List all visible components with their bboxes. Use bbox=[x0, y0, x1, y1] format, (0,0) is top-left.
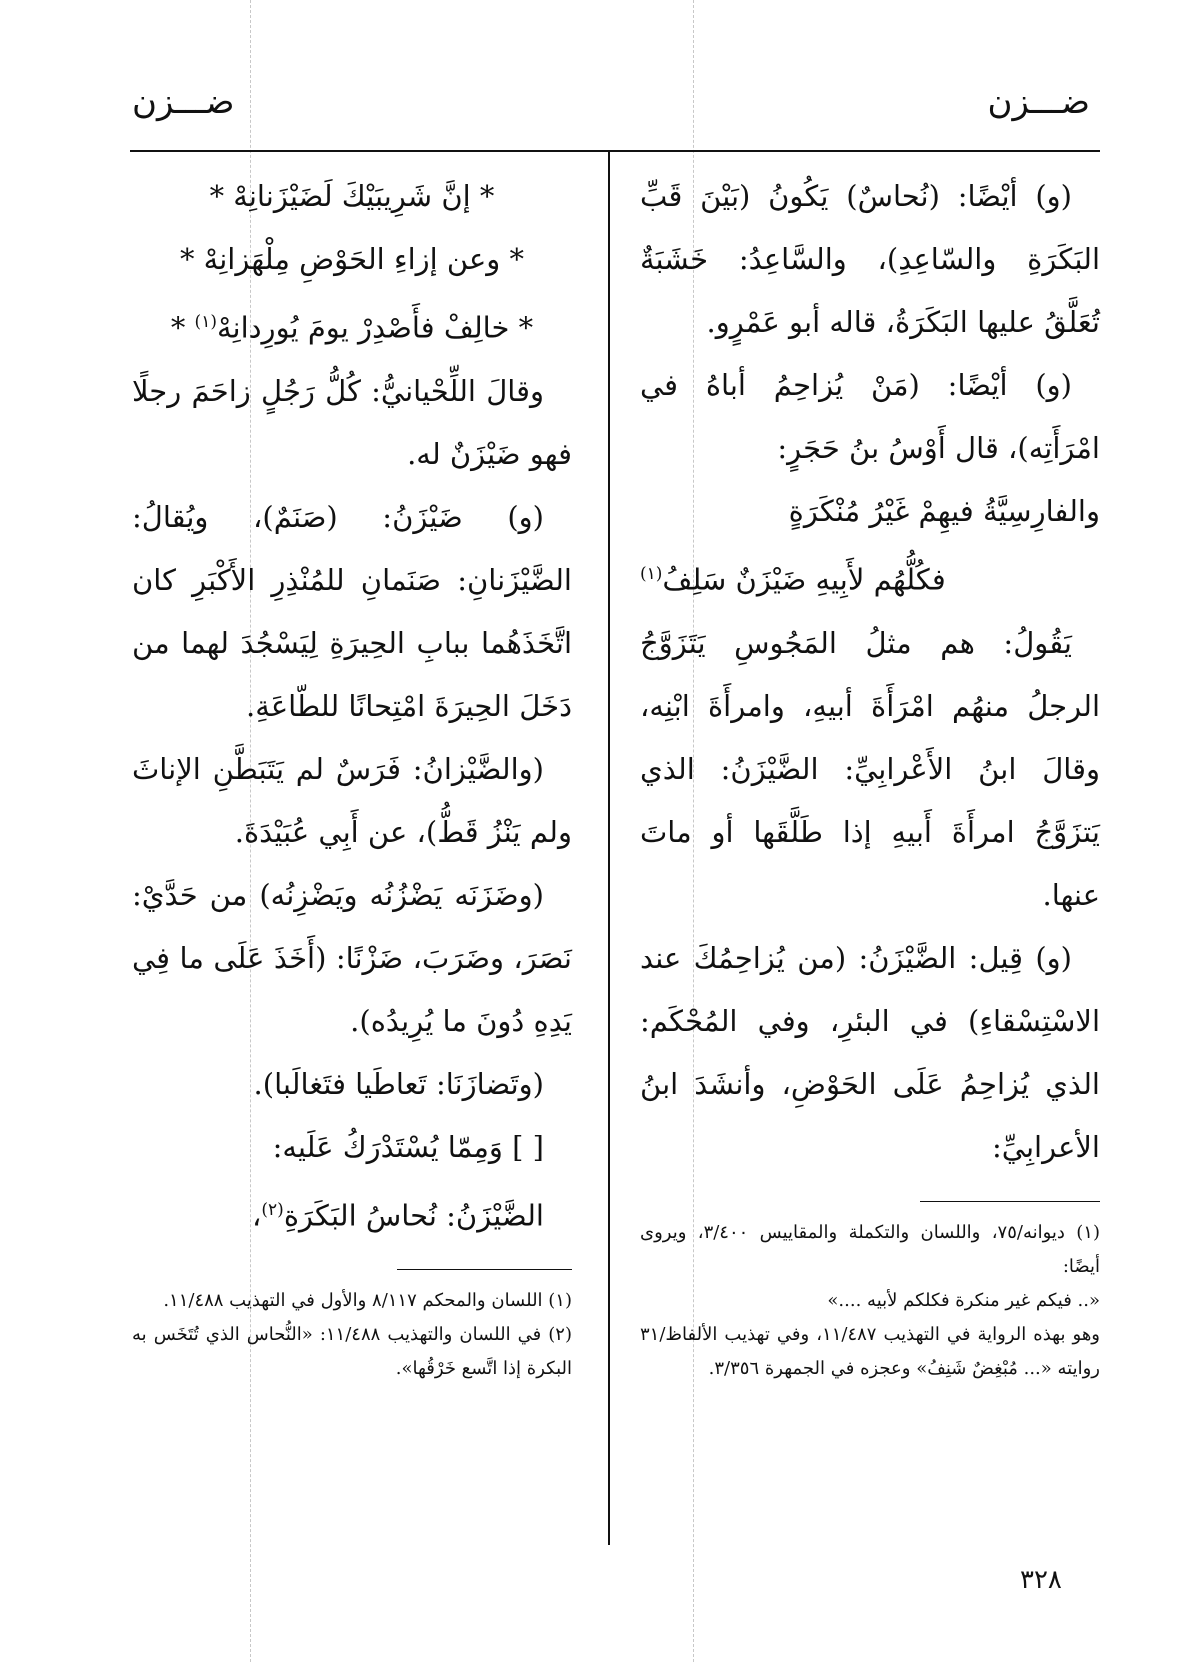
punctuation: ، bbox=[252, 1198, 262, 1233]
paragraph: [ ] وَمِمّا يُسْتَدْرَكُ عَلَيه: bbox=[272, 1129, 544, 1164]
page-number: ٣٢٨ bbox=[1020, 1565, 1062, 1595]
footnote-rule bbox=[397, 1269, 572, 1270]
column-divider bbox=[608, 150, 610, 1545]
paragraph: (وتَضازَنَا: تَعاطَيا فتَغالَبا). bbox=[253, 1066, 544, 1101]
paragraph: (والضَّيْزانُ: فَرَسٌ لم يَتَبَطَّنِ الإناثَ ولم يَنْزُ قَطُّ)، عن أَبِي عُبَيْدَةَ. bbox=[132, 751, 572, 849]
paragraph: يَقُولُ: هم مثلُ المَجُوسِ يَتَزَوَّجُ الرجلُ منهُم امْرَأَةَ أبيهِ، وامرأَةَ ابْنِه، وقالَ ابنُ الأَعْرابِيِّ: الضَّيْزَنُ: الذي يَتزَوَّجُ امرأَةَ أَبيهِ إذا طَلَّقَها أو ماتَ عنها. bbox=[640, 625, 1100, 912]
footnote-marker: (١) bbox=[194, 312, 217, 332]
running-header-right: ضـــزن bbox=[987, 82, 1090, 122]
verse-end-mark: * bbox=[170, 310, 186, 345]
paragraph: وقالَ اللِّحْيانيُّ: كُلُّ رَجُلٍ زاحَمَ رجلًا فهو ضَيْزَنٌ له. bbox=[132, 373, 572, 471]
paragraph: (و) قِيل: الضَّيْزَنُ: (من يُزاحِمُكَ عند الاسْتِسْقاءِ) في البئرِ، وفي المُحْكَم: الذي يُزاحِمُ عَلَى الحَوْضِ، وأنشَدَ ابنُ الأعرابِيِّ: bbox=[640, 940, 1100, 1164]
verse-line: * إنَّ شَرِيبَيْكَ لَضَيْزَنانِهْ * bbox=[209, 179, 495, 213]
verse-line: * خالِفْ فأَصْدِرْ يومَ يُورِدانِهْ bbox=[216, 310, 534, 345]
paragraph: (و) ضَيْزَنُ: (صَنَمٌ)، ويُقالُ: الضَّيْزَنانِ: صَنَمانِ للمُنْذِرِ الأَكْبَرِ كان اتَّخَذَهُما ببابِ الحِيرَةِ لِيَسْجُدَ لهما من دَخَلَ الحِيرَةَ امْتِحانًا للطّاعَةِ. bbox=[132, 499, 572, 723]
paragraph: (و) أيْضًا: (مَنْ يُزاحِمُ أباهُ في امْرَأَتِه)، قال أَوْسُ بنُ حَجَرٍ: bbox=[640, 368, 1100, 465]
header-rule bbox=[130, 150, 1100, 152]
footnote: وهو بهذه الرواية في التهذيب ١١/٤٨٧، وفي تهذيب الألفاظ/٣١ روايته «... مُبْغِضٌ شَنِفُ» وعجزه في الجمهرة ٣/٣٥٦. bbox=[640, 1323, 1100, 1379]
verse-line: فكُلُّهُم لأَبِيهِ ضَيْزَنٌ سَلِفُ bbox=[662, 562, 946, 597]
running-header-left: ضـــزن bbox=[132, 82, 235, 122]
verse-line: والفارِسِيَّةُ فيهِمْ غَيْرُ مُنْكَرَةٍ bbox=[788, 494, 1100, 528]
paragraph: (و) أيْضًا: (نُحاسٌ) يَكُونُ (بَيْنَ قَبِّ البَكَرَةِ والسّاعِدِ)، والسَّاعِدُ: خَشَبَةٌ تُعَلَّقُ عليها البَكَرَةُ، قاله أبو عَمْرٍو. bbox=[640, 179, 1100, 339]
footnote-rule bbox=[920, 1201, 1100, 1202]
right-column bbox=[640, 165, 1100, 1386]
footnote: (٢) في اللسان والتهذيب ١١/٤٨٨: «النُّحاس الذي تُتَخَس به البكرة إذا اتَّسع خَرْقُها». bbox=[132, 1324, 572, 1380]
verse-line: * وعن إزاءِ الحَوْضِ مِلْهَزانِهْ * bbox=[179, 242, 525, 276]
footnote-marker: (٢) bbox=[261, 1199, 284, 1220]
footnote: (١) ديوانه/٧٥، واللسان والتكملة والمقاييس ٣/٤٠٠، ويروى أيضًا: bbox=[640, 1221, 1100, 1277]
footnote: (١) اللسان والمحكم ٨/١١٧ والأول في التهذيب ١١/٤٨٨. bbox=[163, 1290, 572, 1312]
paragraph: الضَّيْزَنُ: نُحاسُ البَكَرَةِ bbox=[283, 1198, 544, 1233]
left-column bbox=[132, 165, 572, 1386]
paragraph: (وضَزَنَه يَضْزُنُه ويَضْزِنُه) من حَدَّيْ: نَصَرَ، وضَرَبَ، ضَزْنًا: (أَخَذَ عَلَى ما فِي يَدِهِ دُونَ ما يُرِيدُه). bbox=[132, 877, 572, 1038]
footnote: «.. فيكم غير منكرة فكلكم لأبيه ....» bbox=[827, 1289, 1100, 1311]
footnote-marker: (١) bbox=[640, 564, 663, 584]
